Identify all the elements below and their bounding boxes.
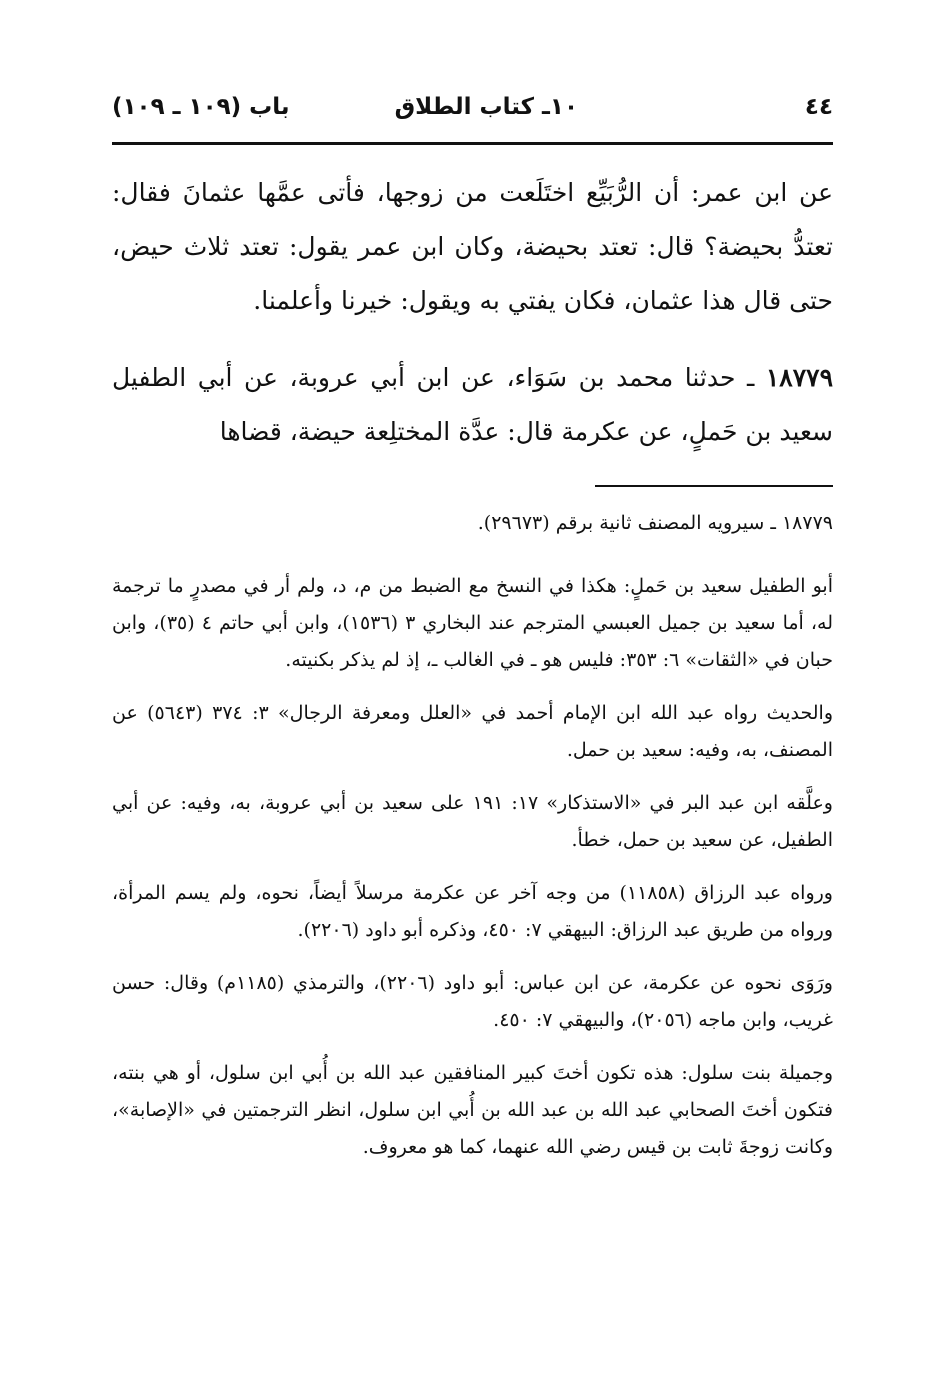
footnote-divider <box>595 485 833 487</box>
page-number: ٤٤ <box>804 94 833 120</box>
header-divider <box>112 142 833 145</box>
page-header <box>112 86 833 134</box>
footnote-paragraph: أبو الطفيل سعيد بن حَملٍ: هكذا في النسخ مع الضبط من م، د، ولم أر في مصدرٍ ما ترجمة له، أما سعيد بن جميل العبسي المترجم عند البخاري ٣ (١٥٣٦)، وابن أبي حاتم ٤ (٣٥)، وابن حبان في «الثقات» ٦: ٣٥٣: فليس هو ـ في الغالب ـ، إذ لم يذكر بكنيته. <box>112 575 834 671</box>
footnote-paragraph: ورواه عبد الرزاق (١١٨٥٨) من وجه آخر عن عكرمة مرسلاً أيضاً، نحوه، ولم يسم المرأة، ورواه من طريق عبد الرزاق: البيهقي ٧: ٤٥٠، وذكره أبو داود (٢٢٠٦). <box>112 882 833 941</box>
footnote-paragraph: ورَوَى نحوه عن عكرمة، عن ابن عباس: أبو داود (٢٢٠٦)، والترمذي (١١٨٥م) وقال: حسن غريب، وابن ماجه (٢٠٥٦)، والبيهقي ٧: ٤٥٠. <box>112 972 833 1031</box>
book-title: ١٠ـ كتاب الطلاق <box>394 94 578 120</box>
footnotes <box>112 505 833 1182</box>
hadith-paragraph <box>112 351 833 459</box>
footnote-paragraph: وعلَّقه ابن عبد البر في «الاستذكار» ١٧: ١٩١ على سعيد بن أبي عروبة، به، وفيه: عن أبي الطفيل، عن سعيد بن حمل، خطأ. <box>112 792 833 851</box>
chapter-title: باب (١٠٩ ـ ١٠٩) <box>112 94 290 120</box>
main-paragraph: عن ابن عمر: أن الرُّبَيِّع اختَلَعت من زوجها، فأتى عمَّها عثمانَ فقال: تعتدُّ بحيضة؟ قال: تعتد بحيضة، وكان ابن عمر يقول: تعتد ثلاث حيض، حتى قال هذا عثمان، فكان يفتي به ويقول: خيرنا وأعلمنا. <box>112 178 833 315</box>
footnote-paragraph: ١٨٧٧٩ ـ سيرويه المصنف ثانية برقم (٢٩٦٧٣). <box>477 512 833 534</box>
hadith-number: ١٨٧٧٩ <box>765 363 833 392</box>
hadith-text: ـ حدثنا محمد بن سَوَاء، عن ابن أبي عروبة، عن أبي الطفيل سعيد بن حَملٍ، عن عكرمة قال: عدَّة المختلِعة حيضة، قضاها <box>112 363 833 446</box>
main-text <box>112 166 833 459</box>
footnote-paragraph: وجميلة بنت سلول: هذه تكون أختَ كبير المنافقين عبد الله بن أُبي ابن سلول، أو هي بنته، فتكون أختَ الصحابي عبد الله بن عبد الله بن أُبي ابن سلول، انظر الترجمتين في «الإصابة»، وكانت زوجةَ ثابت بن قيس رضي الله عنهما، كما هو معروف. <box>112 1062 833 1158</box>
footnote-paragraph: والحديث رواه عبد الله ابن الإمام أحمد في «العلل ومعرفة الرجال» ٣: ٣٧٤ (٥٦٤٣) عن المصنف، به، وفيه: سعيد بن حمل. <box>112 702 833 761</box>
